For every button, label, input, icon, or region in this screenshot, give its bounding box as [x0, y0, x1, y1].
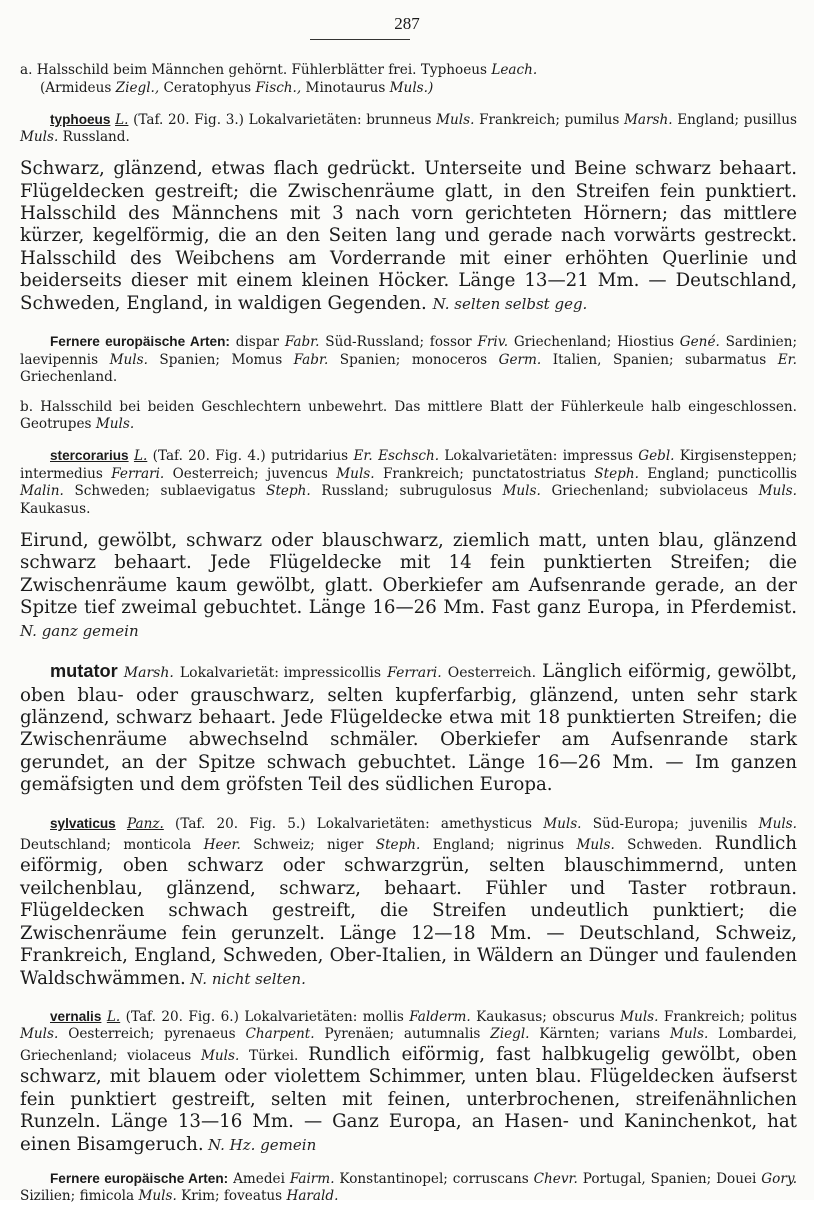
species-text: Spanien; monoceros	[339, 351, 488, 368]
species-name: vernalis	[50, 1008, 102, 1024]
varieties-text: Kirgisensteppen; intermedius	[20, 448, 797, 482]
varieties-text: Kärnten; varians	[539, 1026, 661, 1043]
genus-name: Minotaurus	[305, 79, 386, 96]
author: Eschsch.	[378, 448, 440, 465]
author: Steph.	[375, 837, 421, 854]
author: Muls.	[543, 815, 582, 832]
author: Muls.	[436, 111, 475, 128]
further-species-2	[20, 1170, 797, 1206]
author: Ziegl.,	[115, 79, 160, 96]
author: Ferrari.	[387, 665, 442, 682]
author: Muls.	[576, 837, 615, 854]
author: Leach.	[491, 62, 538, 78]
author: Er.	[777, 351, 797, 368]
further-species-label: Fernere europäische Arten:	[50, 1170, 229, 1186]
species-text: Süd-Russland; fossor	[325, 334, 472, 351]
author: Er.	[353, 448, 373, 465]
varieties-text: Lokalvarietäten: brunneus	[248, 111, 432, 128]
varieties-text: Russland.	[62, 129, 130, 146]
species-name: mutator	[50, 661, 118, 682]
species-text: Krim; foveatus	[181, 1188, 283, 1205]
species-text: Italien, Spanien; subarmatus	[552, 351, 767, 368]
genus-name: Ceratophyus	[163, 79, 252, 96]
author: Muls.	[620, 1008, 659, 1025]
author: Steph.	[266, 483, 311, 500]
section-b-label: b.	[20, 398, 34, 415]
author: Gebl.	[638, 448, 675, 465]
author: Muls.)	[389, 79, 434, 96]
handwritten-note: N. nicht selten.	[190, 969, 306, 988]
varieties-text: Kaukasus; obscurus	[476, 1008, 615, 1025]
author: Marsh.	[123, 665, 174, 682]
varieties-text: Oesterreich; pyrenaeus	[68, 1026, 236, 1043]
species-name: typhoeus	[50, 111, 111, 127]
species-description: Eirund, gewölbt, schwarz oder blauschwarz, ziemlich matt, unten blau, glänzend schwarz behaart. Jede Flügeldecke mit 14 fein punktierten Streifen; die Zwischenräume kaum gewölbt, glatt. Oberkiefer am Aufsenrande gerade, an der Spitze tief zweimal gebuchtet. Länge 16—26 Mm. Fast ganz Europa, in Pferdemist.	[20, 529, 797, 619]
section-a-label: a.	[20, 62, 33, 78]
section-a-heading	[20, 62, 797, 97]
author: Friv.	[477, 334, 509, 351]
species-text: Griechenland.	[20, 369, 118, 386]
section-b-heading	[20, 399, 797, 434]
species-text: Griechenland; Hiostius	[513, 334, 674, 351]
species-description: Schwarz, glänzend, etwas flach gedrückt. Unterseite und Beine schwarz behaart. Flügeldecken gestreift; die Zwischenräume glatt, in den Streifen fein punktiert. Halsschild des Männchens mit 3 nach vorn gerichteten Hörnern; das mittlere kürzer, kegelförmig, die an den Seiten lang und gerade nach vorwärts gestreckt. Halsschild des Weibchens am Vorderrande mit einer erhöhten Querlinie und beiderseits dieser mit einem kleinen Höcker. Länge 13—21 Mm. — Deutschland, Schweden, England, in waldigen Gegenden.	[20, 158, 797, 314]
author: Muls.	[758, 815, 797, 832]
species-text: Konstantinopel; corruscans	[339, 1170, 529, 1187]
species-description: Rundlich eiförmig, fast halbkugelig gewölbt, oben schwarz, mit blauem oder violettem Schimmer, unten blau. Flügeldecken äufserst fein punktiert gestreift, selten mit feinen, unterbrochenen, streifenähnlichen Runzeln. Länge 13—16 Mm. — Ganz Europa, an Hasen- und Kaninchenkot, hat einen Bisamgeruch.	[20, 1043, 797, 1155]
species-text: Spanien; Momus	[159, 351, 283, 368]
author: Panz.	[126, 815, 164, 832]
author: Malin.	[20, 483, 64, 500]
author: L.	[133, 448, 148, 465]
species-mutator	[20, 660, 797, 796]
varieties-text: Oesterreich.	[447, 665, 537, 682]
varieties-text: Lokalvarietäten: amethysticus	[316, 815, 532, 832]
author: Muls.	[109, 351, 148, 368]
page-number: 287	[394, 14, 420, 33]
plate-reference: (Taf. 20. Fig. 4.)	[152, 448, 266, 465]
species-sylvaticus	[20, 815, 797, 990]
handwritten-note: N. ganz gemein	[20, 621, 139, 640]
varieties-text: Lokalvarietäten: mollis	[244, 1008, 404, 1025]
author: Muls.	[200, 1047, 240, 1064]
varieties-text: Lokalvarietäten: impressus	[444, 448, 633, 465]
author: Charpent.	[245, 1026, 315, 1043]
plate-reference: (Taf. 20. Fig. 3.)	[133, 111, 244, 128]
species-text: Sardinien; laevipennis	[20, 334, 798, 368]
author: Fairm.	[289, 1170, 335, 1187]
author: Heer.	[203, 837, 241, 854]
further-species-1	[20, 333, 797, 387]
varieties-text: Süd-Europa; juvenilis	[592, 815, 748, 832]
text-column	[20, 62, 797, 1206]
page-number-rule	[310, 39, 410, 40]
author: Muls.	[336, 465, 375, 482]
author: L.	[115, 111, 129, 128]
handwritten-note: N. selten selbst geg.	[432, 294, 588, 313]
varieties-text: Frankreich; pumilus	[479, 111, 620, 128]
species-name: stercorarius	[50, 448, 129, 464]
varieties-text: Frankreich; politus	[663, 1008, 797, 1025]
author: Fabr.	[284, 334, 320, 351]
author: Ziegl.	[490, 1026, 530, 1043]
varieties-text: Schweden.	[627, 837, 703, 854]
varieties-text: Kaukasus.	[20, 500, 91, 517]
author: Muls.	[20, 129, 59, 146]
author: L.	[106, 1008, 121, 1025]
varieties-text: England; puncticollis	[647, 465, 798, 482]
author: Muls.	[20, 1026, 59, 1043]
varieties-text: Lombardei, Griechenland; violaceus	[20, 1026, 797, 1064]
varieties-text: Pyrenäen; autumnalis	[324, 1026, 481, 1043]
varieties-text: Schweiz; niger	[253, 837, 364, 854]
varieties-text: Oesterreich; juvencus	[172, 465, 328, 482]
species-vernalis	[20, 1008, 797, 1156]
plate-reference: (Taf. 20. Fig. 6.)	[125, 1008, 239, 1025]
author: Fabr.	[293, 351, 329, 368]
varieties-text: England; pusillus	[677, 111, 797, 128]
species-text: dispar	[235, 334, 280, 351]
author: Muls.	[95, 416, 135, 433]
section-a-text: Halsschild beim Männchen gehörnt. Fühlerblätter frei. Typhoeus	[36, 62, 487, 78]
varieties-text: Türkei.	[249, 1047, 299, 1064]
author: Harald.	[286, 1188, 339, 1205]
species-description: Rundlich eiförmig, oben schwarz oder schwarzgrün, selten blauschimmernd, unten veilchenblau, glänzend, schwarz, behaart. Fühler und Taster rotbraun. Flügeldecken schwach gestreift, die Streifen undeutlich punktiert; die Zwischenräume fein gerunzelt. Länge 12—18 Mm. — Deutschland, Schweiz, Frankreich, England, Schweden, Ober-Italien, in Wäldern an Dünger und faulenden Waldschwämmen.	[20, 833, 797, 989]
author: Steph.	[594, 465, 639, 482]
author: Marsh.	[624, 111, 673, 128]
species-stercorarius	[20, 447, 797, 642]
varieties-text: Griechenland; subviolaceus	[551, 483, 748, 500]
author: Chevr.	[533, 1170, 578, 1187]
varieties-text: Lokalvarietät: impressicollis	[179, 665, 382, 682]
varieties-text: Russland; subrugulosus	[321, 483, 492, 500]
author: Muls.	[758, 483, 797, 500]
author: Muls.	[669, 1026, 709, 1043]
species-text: Sizilien; fimicola	[20, 1188, 135, 1205]
author: Germ.	[498, 351, 542, 368]
author: Gené.	[679, 334, 720, 351]
varieties-text: putridarius	[271, 448, 349, 465]
species-text: Portugal, Spanien; Douei	[582, 1170, 757, 1187]
author: Muls.	[138, 1188, 177, 1205]
handwritten-note: N. Hz. gemein	[207, 1135, 317, 1154]
author: Fisch.,	[255, 79, 302, 96]
varieties-text: Deutschland; monticola	[20, 837, 192, 854]
varieties-text: Schweden; sublaevigatus	[74, 483, 256, 500]
author: Gory.	[761, 1170, 798, 1187]
genus-name: (Armideus	[40, 79, 112, 96]
author: Ferrari.	[111, 465, 165, 482]
plate-reference: (Taf. 20. Fig. 5.)	[175, 815, 306, 832]
species-name: sylvaticus	[50, 815, 116, 831]
varieties-text: Frankreich; punctatostriatus	[383, 465, 586, 482]
varieties-text: England; nigrinus	[432, 837, 565, 854]
author: Muls.	[502, 483, 541, 500]
further-species-label: Fernere europäische Arten:	[50, 334, 230, 350]
author: Falderm.	[409, 1008, 471, 1025]
species-text: Amedei	[233, 1170, 285, 1187]
species-typhoeus	[20, 111, 797, 315]
section-b-text: Halsschild bei beiden Geschlechtern unbewehrt. Das mittlere Blatt der Fühlerkeule halb eingeschlossen. Geotrupes	[20, 398, 797, 433]
species-description: Länglich eiförmig, gewölbt, oben blau- oder grauschwarz, selten kupferfarbig, glänzend, unten sehr stark glänzend, schwarz behaart. Jede Flügeldecke etwa mit 18 punktierten Streifen; die Zwischenräume abwechselnd schmäler. Oberkiefer am Aufsenrande stark gerundet, an der Spitze schwach gebuchtet. Länge 16—26 Mm. — Im ganzen gemäfsigten und dem gröfsten Teil des südlichen Europa.	[20, 661, 797, 796]
